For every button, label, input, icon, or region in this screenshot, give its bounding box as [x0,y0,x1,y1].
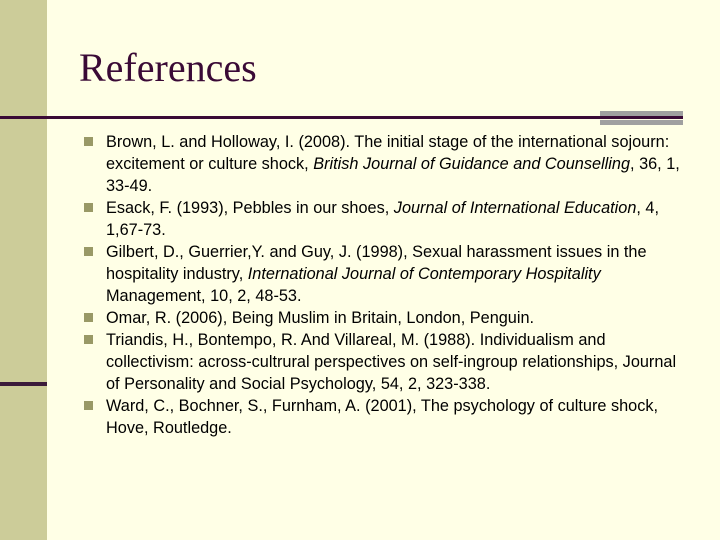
reference-item [82,131,682,197]
reference-item [82,307,682,329]
square-bullet-icon [84,247,93,256]
square-bullet-icon [84,137,93,146]
reference-source: British Journal of Guidance and Counselling [313,155,631,173]
reference-item [82,197,682,241]
reference-text: Ward, C., Bochner, S., Furnham, A. (2001), The psychology of culture shock, Hove, Routledge. [106,397,659,437]
left-decorative-band [0,0,47,540]
reference-details: , 36, 1, 33-49. [106,155,680,195]
square-bullet-icon [84,203,93,212]
left-band-accent [0,382,47,386]
reference-source: International Journal of Contemporary Hospitality [247,265,601,283]
reference-item [82,395,682,439]
reference-details: Management, 10, 2, 48-53. [106,287,302,305]
square-bullet-icon [84,335,93,344]
reference-source: Journal of International Education [393,199,637,217]
title-rule-grey-bottom [600,120,683,125]
reference-item [82,241,682,307]
title-rule [0,116,683,119]
reference-details: , 4, 1,67-73. [106,199,660,239]
references-list [82,131,682,439]
slide-title: References [79,45,257,90]
reference-text: Triandis, H., Bontempo, R. And Villareal, M. (1988). Individualism and collectivism: across-cultrural perspectives on self-ingroup relationships, Journal of Personality and Social Psychology, 54, 2, 323-338. [106,331,677,393]
reference-text: Gilbert, D., Guerrier,Y. and Guy, J. (1998), Sexual harassment issues in the hospitality industry, [106,243,647,283]
square-bullet-icon [84,401,93,410]
reference-item [82,329,682,395]
square-bullet-icon [84,313,93,322]
reference-text: Brown, L. and Holloway, I. (2008). The initial stage of the international sojourn: excitement or culture shock, [106,133,670,173]
reference-text: Esack, F. (1993), Pebbles in our shoes, [106,199,394,217]
reference-text: Omar, R. (2006), Being Muslim in Britain, London, Penguin. [106,309,535,327]
